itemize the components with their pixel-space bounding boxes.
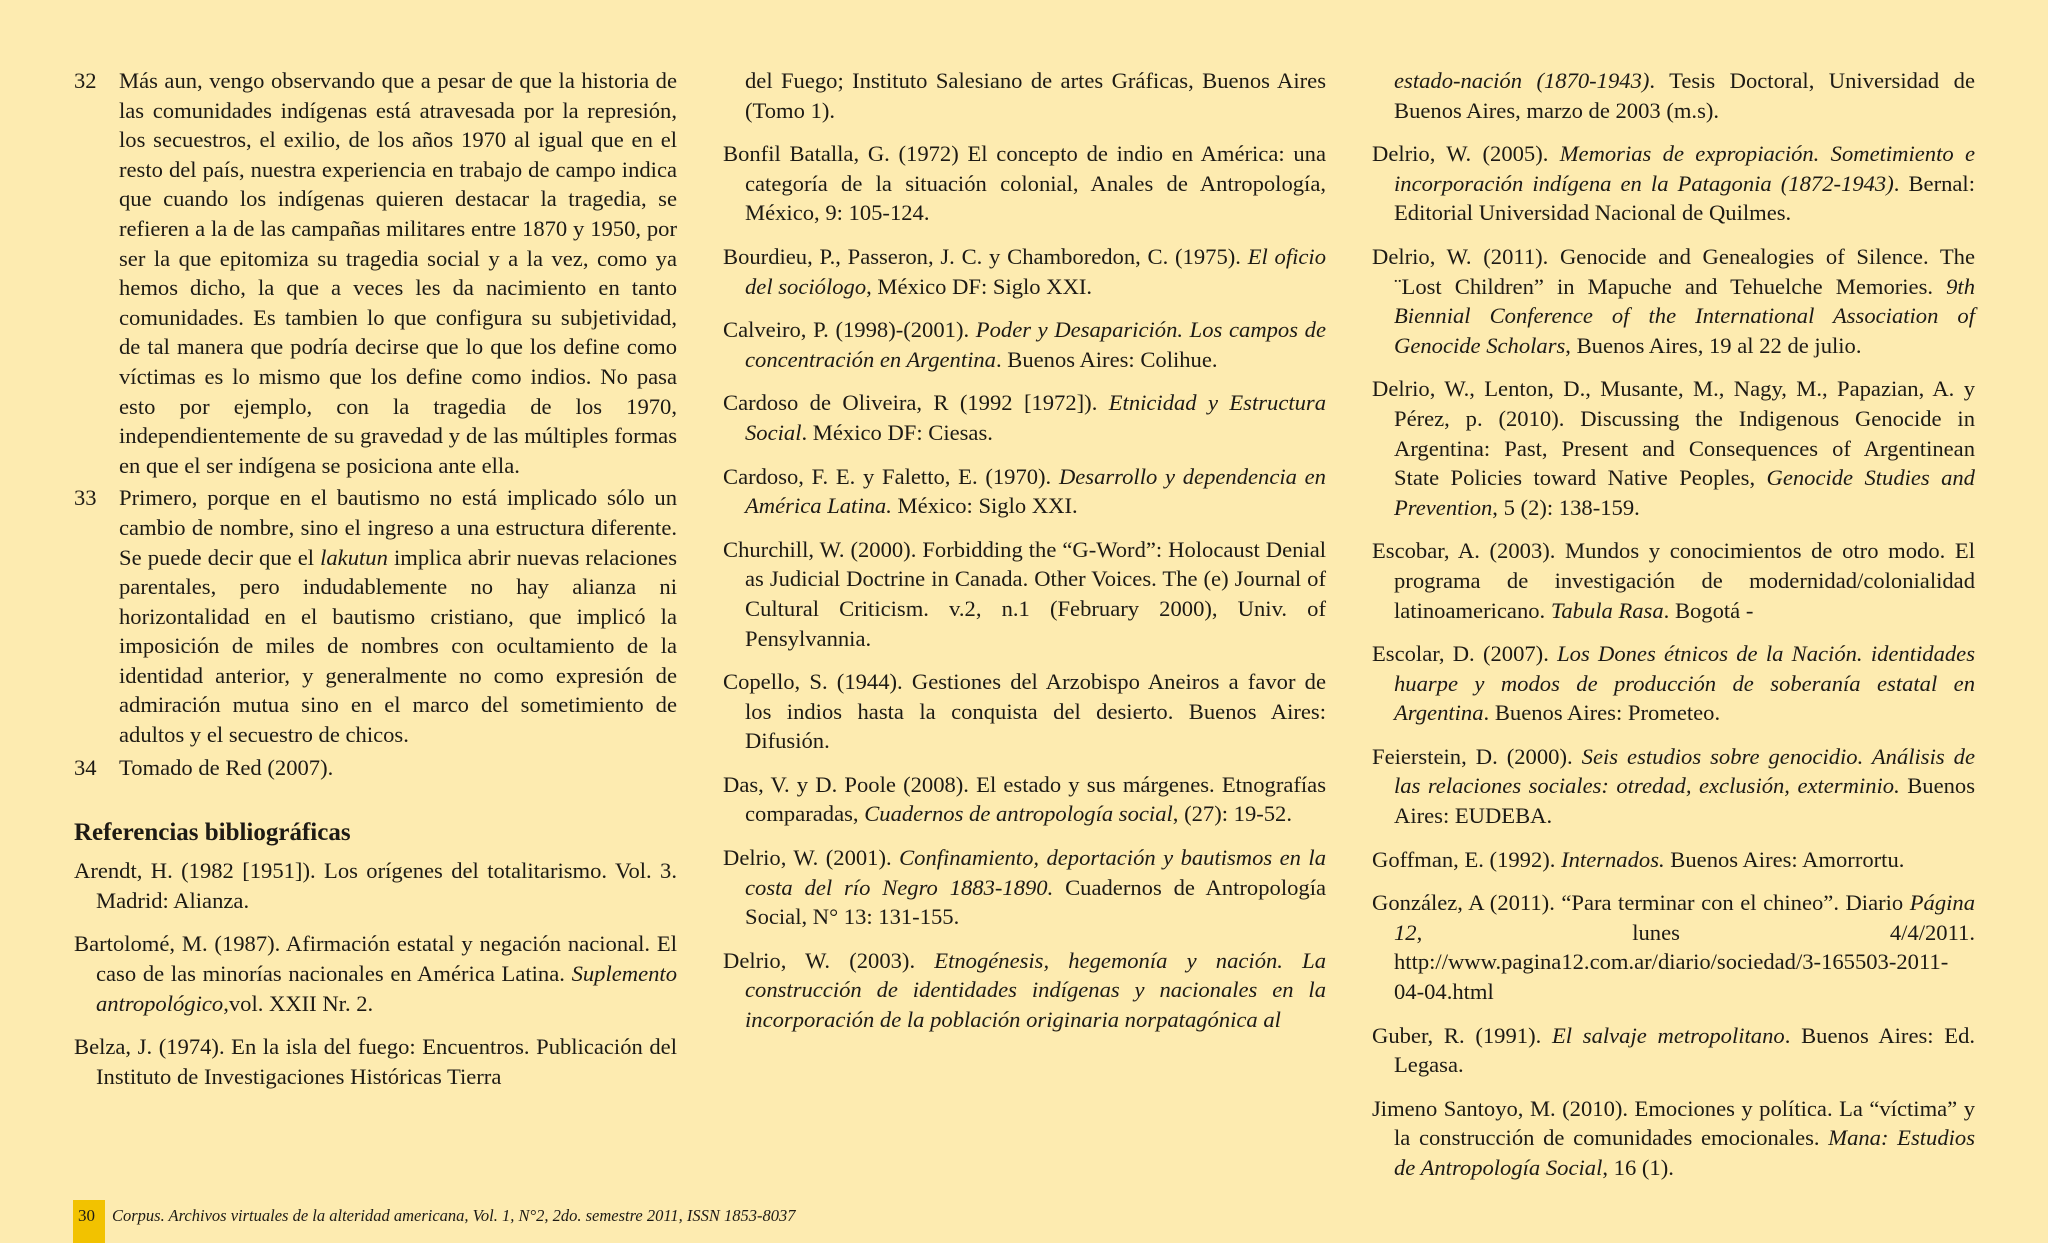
reference-title-italic: Seis estudios sobre genocidio. Análisis de las relaciones sociales: otredad, exclusión, exterminio. xyxy=(1394,743,1975,799)
reference-title-italic: Suplemento antropológico xyxy=(96,961,677,1016)
reference-title-italic: 9th Biennial Conference of the International Association of Genocide Scholars xyxy=(1394,273,1975,358)
reference-title-italic: Mana: Estudios de Antropología Social xyxy=(1394,1125,1975,1180)
reference-entry xyxy=(1372,139,1975,228)
reference-title-italic: Confinamiento, deportación y bautismos en la costa del río Negro 1883-1890. xyxy=(745,845,1326,900)
reference-list-col1 xyxy=(74,856,677,1091)
reference-entry xyxy=(723,315,1326,374)
reference-title-italic: Memorias de expropiación. Sometimiento e incorporación indígena en la Patagonia (1872-1943) xyxy=(1394,141,1975,196)
reference-title-italic: El oficio del sociólogo xyxy=(745,243,1326,299)
reference-text: Buenos Aires: Amorrortu. xyxy=(1664,846,1905,872)
reference-text: , Buenos Aires, 19 al 22 de julio. xyxy=(1565,332,1862,358)
reference-text: Belza, J. (1974). En la isla del fuego: Encuentros. Publicación del Instituto de Investigaciones Históricas Tierra xyxy=(74,1034,677,1089)
reference-text: . Buenos Aires: Prometeo. xyxy=(1483,700,1721,726)
footnote-number: 33 xyxy=(74,485,97,511)
reference-text: , (27): 19-52. xyxy=(1172,801,1293,827)
reference-title-italic: Internados. xyxy=(1561,846,1665,872)
reference-text: , 5 (2): 138-159. xyxy=(1492,494,1640,520)
reference-title-italic: Genocide Studies and Prevention xyxy=(1394,465,1975,520)
reference-text: Das, V. y D. Poole (2008). El estado y sus márgenes. Etnografías comparadas, xyxy=(723,771,1326,827)
reference-text: Cuadernos de Antropología Social, N° 13: 131-155. xyxy=(745,874,1327,930)
reference-entry xyxy=(1372,888,1975,1006)
reference-text: Bonfil Batalla, G. (1972) El concepto de indio en América: una categoría de la situación colonial, Anales de Antropología, México, 9: 105-124. xyxy=(723,141,1326,226)
reference-entry xyxy=(1372,1094,1975,1183)
reference-title-italic: Etnogénesis, hegemonía y nación. La construcción de identidades indígenas y nacionales en la incorporación de la población originaria norpatagónica al xyxy=(745,947,1326,1033)
reference-entry xyxy=(1372,639,1975,728)
reference-entry xyxy=(1372,742,1975,831)
reference-text: , lunes 4/4/2011. http://www.pagina12.com.ar/diario/sociedad/3-165503-2011-04-04.html xyxy=(1394,919,1975,1005)
reference-entry xyxy=(74,929,677,1018)
reference-text: Churchill, W. (2000). Forbidding the “G-Word”: Holocaust Denial as Judicial Doctrine in Canada. Other Voices. The (e) Journal of Cultural Criticism. v.2, n.1 (February 2000), Univ. of Pensylvannia. xyxy=(723,536,1326,651)
reference-text: Guber, R. (1991). xyxy=(1372,1022,1552,1048)
reference-entry xyxy=(723,242,1326,301)
reference-title-italic: El salvaje metropolitano xyxy=(1551,1022,1785,1048)
reference-text: . Buenos Aires: Ed. Legasa. xyxy=(1394,1022,1976,1078)
reference-entry xyxy=(723,66,1326,125)
reference-text: Escobar, A. (2003). Mundos y conocimientos de otro modo. El programa de investigación de modernidad/colonialidad latinoamericano. xyxy=(1372,538,1975,623)
reference-text: Arendt, H. (1982 [1951]). Los orígenes del totalitarismo. Vol. 3. Madrid: Alianza. xyxy=(74,858,677,913)
reference-entry xyxy=(723,843,1326,932)
reference-entry xyxy=(1372,536,1975,625)
reference-text: González, A (2011). “Para terminar con el chineo”. Diario xyxy=(1372,890,1910,916)
footnote-34 xyxy=(74,753,677,783)
footnote-number: 32 xyxy=(74,68,97,93)
reference-text: . Buenos Aires: Colihue. xyxy=(995,346,1218,372)
reference-text: Copello, S. (1944). Gestiones del Arzobispo Aneiros a favor de los indios hasta la conquista del desierto. Buenos Aires: Difusión. xyxy=(723,669,1326,754)
reference-list-col2 xyxy=(723,66,1326,1035)
reference-text: Bourdieu, P., Passeron, J. C. y Chamboredon, C. (1975). xyxy=(723,243,1248,269)
reference-text: Buenos Aires: EUDEBA. xyxy=(1394,773,1975,829)
column-left xyxy=(74,66,677,1105)
reference-text: . México DF: Ciesas. xyxy=(801,419,993,445)
reference-entry xyxy=(723,462,1326,521)
reference-text: México: Siglo XXI. xyxy=(891,493,1078,519)
reference-text: Jimeno Santoyo, M. (2010). Emociones y política. La “víctima” y la construcción de comunidades emocionales. xyxy=(1372,1095,1975,1151)
column-middle xyxy=(723,66,1326,1049)
reference-text: Calveiro, P. (1998)-(2001). xyxy=(723,317,976,343)
reference-title-italic: Tabula Rasa xyxy=(1550,597,1664,623)
reference-title-italic: Desarrollo y dependencia en América Latina. xyxy=(745,463,1326,519)
reference-text: Cardoso de Oliveira, R (1992 [1972]). xyxy=(723,390,1109,416)
reference-text: . Bernal: Editorial Universidad Nacional de Quilmes. xyxy=(1394,170,1975,226)
page-number: 30 xyxy=(78,1206,95,1225)
footnote-text-part: implica abrir nuevas relaciones parentales, pero indudablemente no hay alianza ni horizontalidad en el bautismo cristiano, que implicó la imposición de miles de nombres con ocultamiento de la identidad anterior, y generalmente no como expresión de admiración mutua sino en el marco del sometimiento de adultos y el secuestro de chicos. xyxy=(119,544,677,748)
reference-text: del Fuego; Instituto Salesiano de artes Gráficas, Buenos Aires (Tomo 1). xyxy=(745,68,1326,123)
reference-entry xyxy=(1372,242,1975,360)
reference-text: . Bogotá - xyxy=(1663,597,1754,623)
reference-text: Escolar, D. (2007). xyxy=(1372,641,1558,667)
footnote-text-part: Primero, porque en el bautismo no está implicado sólo un cambio de nombre, sino el ingreso a una estructura diferente. Se puede decir que el xyxy=(119,485,677,570)
reference-title-italic: Página 12 xyxy=(1394,890,1975,945)
reference-text: , 16 (1). xyxy=(1602,1155,1674,1180)
reference-text: , México DF: Siglo XXI. xyxy=(866,273,1093,299)
reference-entry xyxy=(723,535,1326,653)
journal-citation: Corpus. Archivos virtuales de la alteridad americana, Vol. 1, N°2, 2do. semestre 2011, ISSN 1853-8037 xyxy=(112,1206,796,1225)
footnote-italic-term: lakutun xyxy=(320,544,388,570)
footnote-text: Más aun, vengo observando que a pesar de que la historia de las comunidades indígenas está atravesada por la represión, los secuestros, el exilio, de los años 1970 al igual que en el resto del país, nuestra experiencia en trabajo de campo indica que cuando los indígenas quieren destacar la tragedia, se refieren a la de las campañas militares entre 1870 y 1950, por ser la que epitomiza su tragedia social y a la vez, como ya hemos dicho, la que a veces les da nacimiento en tanto comunidades. Es tambien lo que configura su subjetividad, de tal manera que podría decirse que lo que los define como víctimas es lo mismo que los define como indios. No pasa esto por ejemplo, con la tragedia de los 1970, independientemente de su gravedad y de las múltiples formas en que el ser indígena se posiciona ante ella. xyxy=(119,68,677,478)
footnote-33 xyxy=(74,483,677,749)
reference-entry xyxy=(1372,374,1975,522)
footnote-number: 34 xyxy=(74,754,97,780)
reference-text: Goffman, E. (1992). xyxy=(1372,846,1562,872)
reference-entry xyxy=(723,770,1326,829)
footnote-text: Tomado de Red (2007). xyxy=(119,754,334,780)
reference-text: Delrio, W. (2001). xyxy=(723,845,900,871)
reference-title-italic: Poder y Desaparición. Los campos de concentración en Argentina xyxy=(745,317,1327,372)
reference-entry xyxy=(723,946,1326,1035)
reference-entry xyxy=(723,388,1326,447)
footnote-text xyxy=(119,483,677,749)
reference-entry xyxy=(1372,1021,1975,1080)
reference-entry xyxy=(723,139,1326,228)
reference-text: Bartolomé, M. (1987). Afirmación estatal y negación nacional. El caso de las minorías nacionales en América Latina. xyxy=(74,931,677,987)
reference-title-italic: Etnicidad y Estructura Social xyxy=(745,390,1327,445)
section-heading: Referencias bibliográficas xyxy=(74,819,351,847)
footnote-32 xyxy=(74,66,677,480)
reference-text: Cardoso, F. E. y Faletto, E. (1970). xyxy=(723,463,1059,489)
reference-text: . Tesis Doctoral, Universidad de Buenos Aires, marzo de 2003 (m.s). xyxy=(1394,68,1975,123)
reference-text: Delrio, W. (2003). xyxy=(723,947,935,973)
reference-list-col3 xyxy=(1372,66,1975,1183)
column-right xyxy=(1372,66,1975,1197)
reference-title-italic: estado-nación (1870-1943) xyxy=(1394,68,1650,93)
reference-title-italic: Los Dones étnicos de la Nación. identidades huarpe y modos de producción de soberanía estatal en Argentina xyxy=(1394,641,1975,726)
reference-entry xyxy=(1372,66,1975,125)
reference-title-italic: Cuadernos de antropología social xyxy=(864,801,1173,827)
reference-text: Delrio, W. (2005). xyxy=(1372,141,1560,167)
reference-text: Delrio, W., Lenton, D., Musante, M., Nagy, M., Papazian, A. y Pérez, p. (2010). Discussing the Indigenous Genocide in Argentina: Past, Present and Consequences of Argentinean State Policies toward Native Peoples, xyxy=(1372,376,1975,491)
reference-entry xyxy=(74,1032,677,1091)
reference-text: ,vol. XXII Nr. 2. xyxy=(223,990,374,1016)
reference-entry xyxy=(74,856,677,915)
reference-text: Feierstein, D. (2000). xyxy=(1372,743,1582,769)
reference-entry xyxy=(1372,845,1975,875)
reference-entry xyxy=(723,667,1326,756)
reference-text: Delrio, W. (2011). Genocide and Genealogies of Silence. The ¨Lost Children” in Mapuche and Tehuelche Memories. xyxy=(1372,243,1975,299)
